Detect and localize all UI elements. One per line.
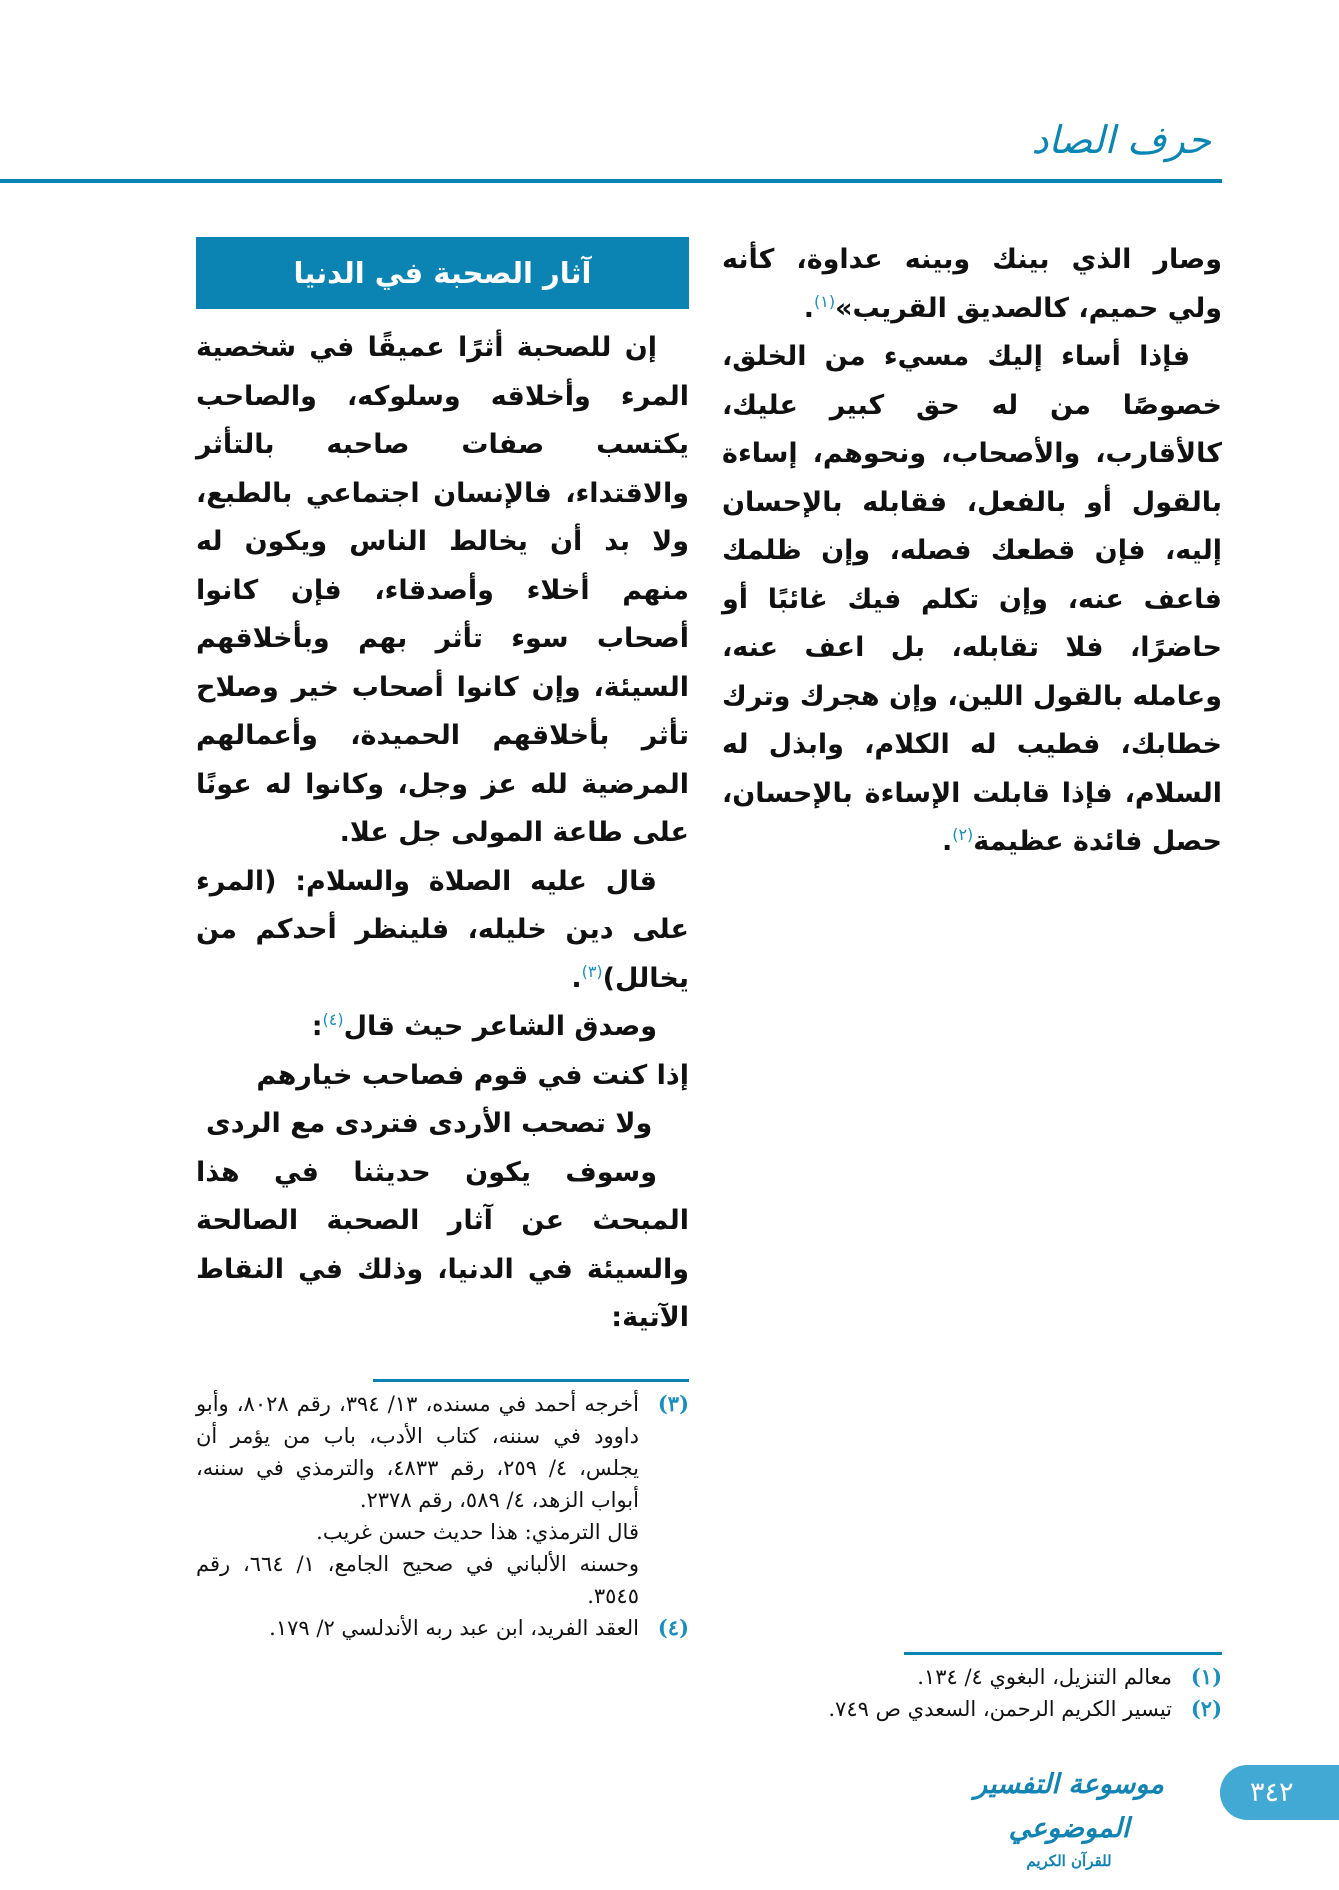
intro-paragraph: إن للصحبة أثرًا عميقًا في شخصية المرء وأخلاقه وسلوكه، والصاحب يكتسب صفات صاحبه بالتأثر والاقتداء، فالإنسان اجتماعي بالطبع، ولا بد أن يخالط الناس ويكون له منهم أخلاء وأصدقاء، فإن كانوا أصحاب سوء تأثر بهم وبأخلاقهم السيئة، وإن كانوا أصحاب خير وصلاح تأثر بأخلاقهم الحميدة، وأعمالهم المرضية لله عز وجل، وكانوا له عونًا على طاعة المولى جل علا. <box>196 332 689 848</box>
hadith-intro: قال عليه الصلاة والسلام: <box>276 865 657 897</box>
footnotes-left <box>196 1388 689 1644</box>
logo-title: موسوعة التفسير الموضوعي <box>974 1769 1164 1844</box>
footnote-text: أخرجه أحمد في مسنده، ١٣/ ٣٩٤، رقم ٨٠٢٨، وأبو داوود في سننه، كتاب الأدب، باب من يؤمر أن يجلس، ٤/ ٢٥٩، رقم ٤٨٣٣، والترمذي في سننه، أبواب الزهد، ٤/ ٥٨٩، رقم ٢٣٧٨. <box>196 1392 639 1512</box>
footnote-number: (١) <box>1190 1664 1222 1689</box>
footnote-text: قال الترمذي: هذا حديث حسن غريب. <box>316 1520 639 1544</box>
footnote-text: تيسير الكريم الرحمن، السعدي ص ٧٤٩. <box>828 1697 1172 1721</box>
end-punct: . <box>803 292 815 324</box>
paragraph-text: فإذا أساء إليك مسيء من الخلق، خصوصًا من له حق كبير عليك، كالأقارب، والأصحاب، ونحوهم، إساءة بالقول أو بالفعل، فقابله بالإحسان إليه، فإن قطعك فصله، وإن ظلمك فاعف عنه، وإن تكلم فيك غائبًا أو حاضرًا، فلا تقابله، بل اعف عنه، وعامله بالقول اللين، وإن هجرك وترك خطابك، فطيب له الكلام، وابذل له السلام، فإذا قابلت الإساءة بالإحسان، حصل فائدة عظيمة <box>722 341 1222 857</box>
poet-intro-paragraph <box>196 1003 689 1052</box>
paragraph <box>722 333 1222 867</box>
page-number-badge: ٣٤٢ <box>1220 1765 1339 1820</box>
closing-paragraph: وسوف يكون حديثنا في هذا المبحث عن آثار الصحبة الصالحة والسيئة في الدنيا، وذلك في النقاط الآتية: <box>196 1156 689 1333</box>
footnote-text: وحسنه الألباني في صحيح الجامع، ١/ ٦٦٤، رقم ٣٥٤٥. <box>196 1552 639 1608</box>
right-column <box>722 236 1222 867</box>
footnote-2 <box>722 1693 1222 1725</box>
poet-intro: وصدق الشاعر حيث قال <box>343 1011 657 1042</box>
footnote-number: (٤) <box>657 1615 689 1640</box>
footnotes-right <box>722 1661 1222 1725</box>
chapter-title: حرف الصاد <box>1031 118 1211 162</box>
footnote-text: العقد الفريد، ابن عبد ربه الأندلسي ٢/ ١٧٩. <box>269 1616 639 1640</box>
verse-line-1: إذا كنت في قوم فصاحب خيارهم <box>256 1059 689 1091</box>
logo-subtitle: للقرآن الكريم <box>1026 1852 1112 1870</box>
hadith-text: (المرء على دين خليله، فلينظر أحدكم من يخالل) <box>196 865 689 994</box>
footnote-number: (٣) <box>657 1391 689 1416</box>
section-heading: آثار الصحبة في الدنيا <box>196 237 689 309</box>
footnote-number: (٢) <box>1190 1696 1222 1721</box>
footnote-ref-4[interactable]: (٤) <box>322 1010 344 1029</box>
left-column <box>196 324 689 1343</box>
footnote-ref-1[interactable]: (١) <box>814 291 836 311</box>
footnote-divider <box>373 1379 689 1382</box>
encyclopedia-logo <box>944 1763 1194 1870</box>
footnote-ref-3[interactable]: (٣) <box>581 961 603 981</box>
verse-line-2: ولا تصحب الأردى فتردى مع الردى <box>206 1108 653 1139</box>
footnote-divider <box>904 1652 1222 1655</box>
end-punct: . <box>941 826 953 857</box>
colon: : <box>311 1011 323 1042</box>
footnote-text: معالم التنزيل، البغوي ٤/ ١٣٤. <box>917 1665 1172 1689</box>
footnote-4 <box>196 1612 689 1644</box>
paragraph <box>722 236 1222 333</box>
header-divider <box>0 179 1222 183</box>
footnote-3 <box>196 1388 689 1612</box>
footnote-ref-2[interactable]: (٢) <box>952 825 974 844</box>
paragraph-text: وصار الذي بينك وبينه عداوة، كأنه ولي حميم، كالصديق القريب» <box>722 244 1222 324</box>
hadith-paragraph <box>196 858 689 1004</box>
end-punct: . <box>571 962 582 994</box>
footnote-1 <box>722 1661 1222 1693</box>
